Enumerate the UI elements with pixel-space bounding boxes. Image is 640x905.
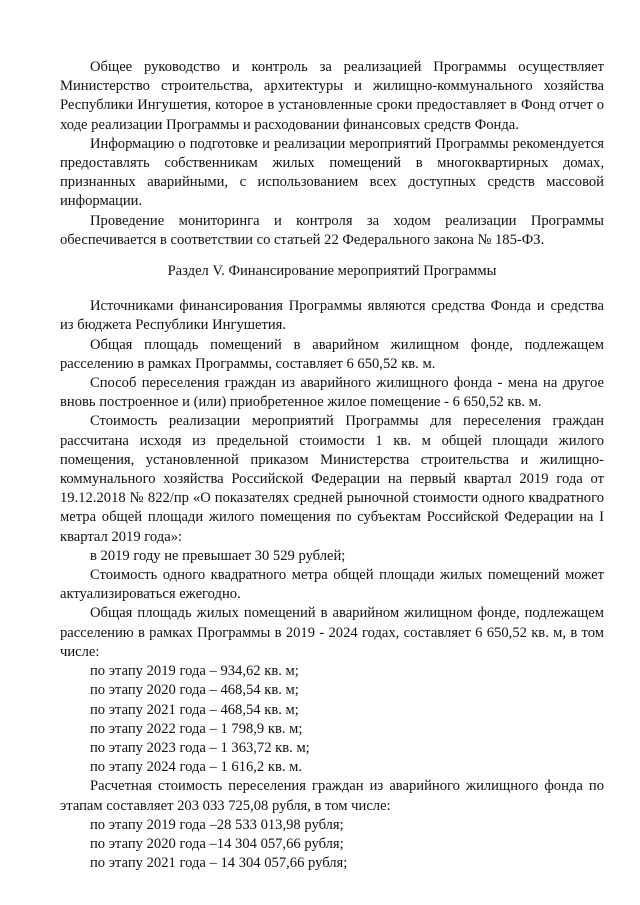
list-item-price-2019: в 2019 году не превышает 30 529 рублей; xyxy=(90,547,346,564)
paragraph-resettlement-method: Способ переселения граждан из аварийного жилищного фонда - мена на другое вновь построенное и (или) приобретенное жилое помещение - 6 650,52 кв. м. xyxy=(60,375,604,411)
list-item-area-2023: по этапу 2023 года – 1 363,72 кв. м; xyxy=(90,739,310,756)
list-item-area-2019: по этапу 2019 года – 934,62 кв. м; xyxy=(90,663,299,680)
paragraph-cost-basis: Стоимость реализации мероприятий Программы для переселения граждан рассчитана исходя из предельной стоимости 1 кв. м общей площади жилого помещения, установленной приказом Министерства строительства и жилищно-коммунального хозяйства Российской Федерации на первый квартал 2019 года от 19.12.2018 № 822/пр «О показателях средней рыночной стоимости одного квадратного метра общей площади жилого помещения по субъектам Российской Федерации на I квартал 2019 года»: xyxy=(60,413,604,545)
list-item-cost-2020: по этапу 2020 года –14 304 057,66 рубля; xyxy=(90,835,344,852)
paragraph-cost-total: Расчетная стоимость переселения граждан из аварийного жилищного фонда по этапам составляет 203 033 725,08 рубля, в том числе: xyxy=(60,778,604,814)
paragraph-total-area: Общая площадь помещений в аварийном жилищном фонде, подлежащем расселению в рамках Программы, составляет 6 650,52 кв. м. xyxy=(60,336,604,372)
list-item-area-2020: по этапу 2020 года – 468,54 кв. м; xyxy=(90,682,299,699)
list-item-area-2021: по этапу 2021 года – 468,54 кв. м; xyxy=(90,701,299,718)
section-heading: Раздел V. Финансирование мероприятий Программы xyxy=(167,263,497,280)
paragraph-information: Информацию о подготовке и реализации мероприятий Программы рекомендуется предоставлять собственникам жилых помещений в многоквартирных домах, признанных аварийными, с использованием всех доступных средств массовой информации. xyxy=(60,135,604,210)
list-item-cost-2019: по этапу 2019 года –28 533 013,98 рубля; xyxy=(90,816,344,833)
list-item-cost-2021: по этапу 2021 года – 14 304 057,66 рубля; xyxy=(90,855,348,872)
paragraph-program-control: Общее руководство и контроль за реализацией Программы осуществляет Министерство строительства, архитектуры и жилищно-коммунального хозяйства Республики Ингушетия, которое в установленные сроки предоставляет в Фонд отчет о ходе реализации Программы и расходовании финансовых средств Фонда. xyxy=(60,59,604,133)
document-page xyxy=(60,58,604,873)
paragraph-monitoring: Проведение мониторинга и контроля за ходом реализации Программы обеспечивается в соответствии со статьей 22 Федерального закона № 185-ФЗ. xyxy=(60,212,604,248)
paragraph-area-by-years: Общая площадь жилых помещений в аварийном жилищном фонде, подлежащем расселению в рамках Программы в 2019 - 2024 годах, составляет 6 650,52 кв. м, в том числе: xyxy=(60,605,604,660)
list-item-area-2024: по этапу 2024 года – 1 616,2 кв. м. xyxy=(90,759,303,776)
list-item-area-2022: по этапу 2022 года – 1 798,9 кв. м; xyxy=(90,720,303,737)
paragraph-price-update: Стоимость одного квадратного метра общей площади жилых помещений может актуализироваться ежегодно. xyxy=(60,567,604,603)
paragraph-funding-sources: Источниками финансирования Программы являются средства Фонда и средства из бюджета Республики Ингушетия. xyxy=(60,298,604,334)
